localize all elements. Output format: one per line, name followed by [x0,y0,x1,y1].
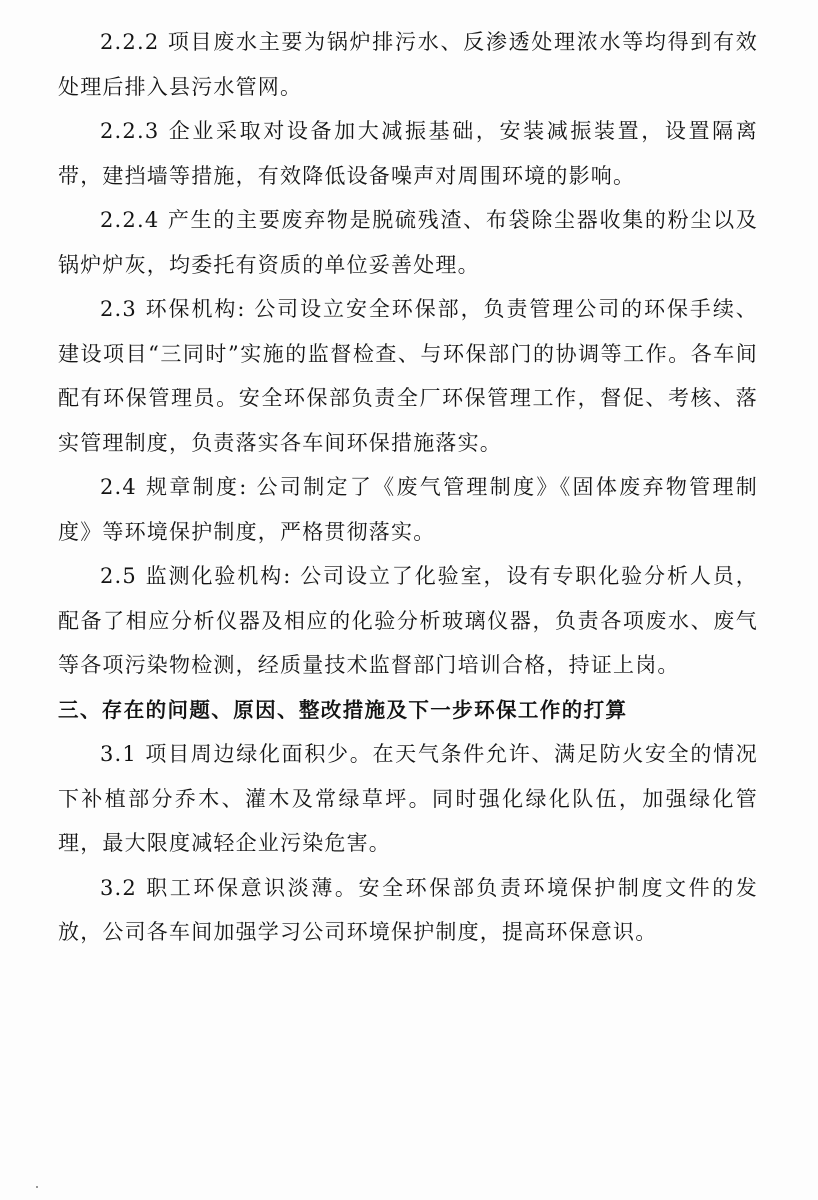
scan-speck [36,1186,38,1188]
document-body [58,20,758,955]
section-heading-3: 三、存在的问题、原因、整改措施及下一步环保工作的打算 [58,697,628,722]
paragraph-2-4: 2.4 规章制度: 公司制定了《废气管理制度》《固体废弃物管理制度》等环境保护制度，严格贯彻落实。 [58,475,758,544]
paragraph-2-3: 2.3 环保机构: 公司设立安全环保部，负责管理公司的环保手续、建设项目“三同时”实施的监督检查、与环保部门的协调等工作。各车间配有环保管理员。安全环保部负责全厂环保管理工作，督促、考核、落实管理制度，负责落实各车间环保措施落实。 [58,297,758,455]
paragraph-2-2-2: 2.2.2 项目废水主要为锅炉排污水、反渗透处理浓水等均得到有效处理后排入县污水管网。 [58,30,758,99]
paragraph-2-2-4: 2.2.4 产生的主要废弃物是脱硫残渣、布袋除尘器收集的粉尘以及锅炉炉灰，均委托有资质的单位妥善处理。 [58,208,758,277]
paragraph-3-2: 3.2 职工环保意识淡薄。安全环保部负责环境保护制度文件的发放，公司各车间加强学习公司环境保护制度，提高环保意识。 [58,875,758,944]
paragraph-2-2-3: 2.2.3 企业采取对设备加大减振基础，安装减振装置，设置隔离带，建挡墙等措施，有效降低设备噪声对周围环境的影响。 [58,119,758,188]
paragraph-2-5: 2.5 监测化验机构: 公司设立了化验室，设有专职化验分析人员，配备了相应分析仪器及相应的化验分析玻璃仪器，负责各项废水、废气等各项污染物检测，经质量技术监督部门培训合格，持证上岗。 [58,564,758,677]
paragraph-3-1: 3.1 项目周边绿化面积少。在天气条件允许、满足防火安全的情况下补植部分乔木、灌木及常绿草坪。同时强化绿化队伍，加强绿化管理，最大限度减轻企业污染危害。 [58,742,758,855]
